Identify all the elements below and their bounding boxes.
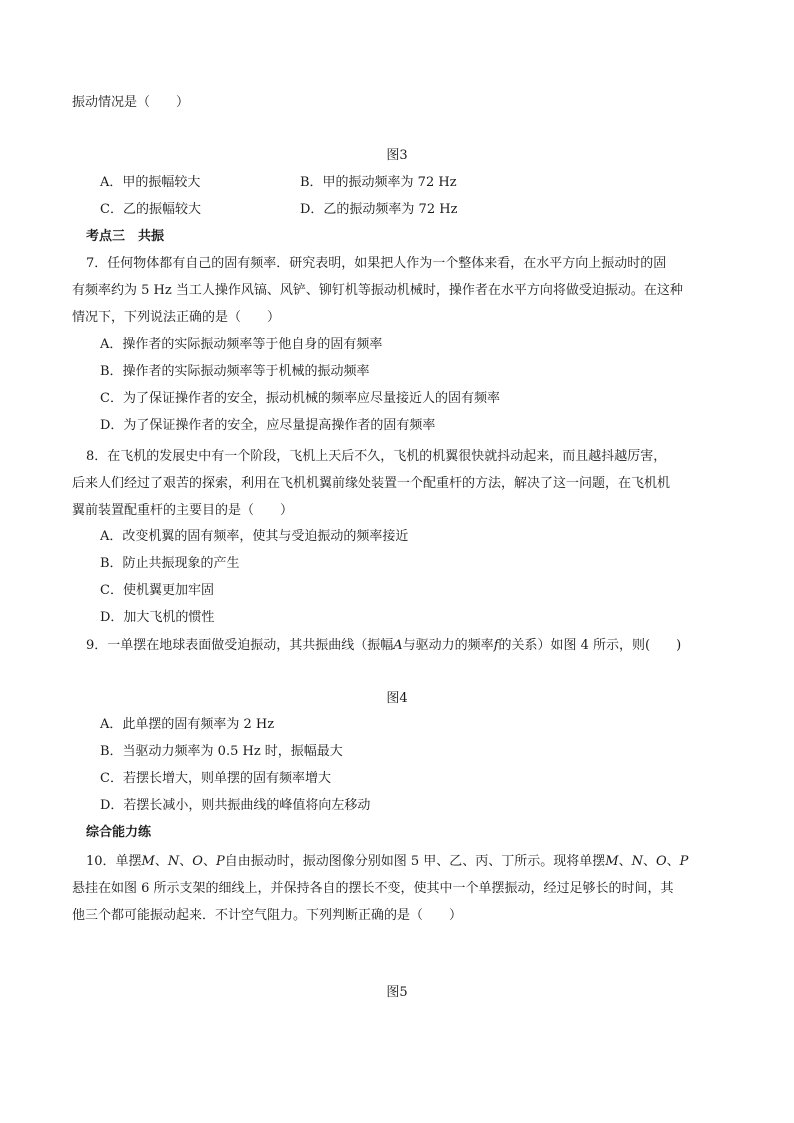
q8-line-3: 翼前装置配重杆的主要目的是（ ） [72,503,294,518]
text-line: 振动情况是（ ） [72,95,190,110]
option-7d: D．为了保证操作者的安全，应尽量提高操作者的固有频率 [100,418,436,433]
var-P: P [215,854,225,869]
var-M: M [141,854,155,869]
option-6b: B．甲的振动频率为 72 Hz [300,175,457,190]
option-7c: C．为了保证操作者的安全，振动机械的频率应尽量接近人的固有频率 [100,391,500,406]
option-8c: C．使机翼更加牢固 [100,583,214,598]
q10-line-3: 他三个都可能振动起来．不计空气阻力。下列判断正确的是（ ） [72,908,463,923]
sep: 、 [618,854,632,869]
q8-line-1: 8．在飞机的发展史中有一个阶段，飞机上天后不久，飞机的机翼很快就抖动起来，而且越抖越厉害， [86,449,667,464]
q8-line-2: 后来人们经过了艰苦的探索，利用在飞机机翼前缘处装置一个配重杆的方法，解决了这一问题，在飞机机 [72,476,671,491]
option-6d: D．乙的振动频率为 72 Hz [300,202,458,217]
var-O: O [192,854,203,869]
q9-var-amplitude: A [393,638,403,653]
figure-caption-3: 图3 [386,148,408,163]
option-9a: A．此单摆的固有频率为 2 Hz [100,717,275,732]
option-8a: A．改变机翼的固有频率，使其与受迫振动的频率接近 [100,529,409,544]
option-9b: B．当驱动力频率为 0.5 Hz 时，振幅最大 [100,744,343,759]
option-7b: B．操作者的实际振动频率等于机械的振动频率 [100,364,370,379]
var-P: P [679,854,689,869]
q10-line-2: 悬挂在如图 6 所示支架的细线上，并保持各自的摆长不变，使其中一个单摆振动，经过足够长的时间，其 [72,881,674,896]
q7-line-2: 有频率约为 5 Hz 当工人操作风镐、风铲、铆钉机等振动机械时，操作者在水平方向将做受迫振动。在这种 [72,283,683,298]
figure-caption-5: 图5 [386,985,408,1000]
sep: 、 [202,854,216,869]
q9-text: 与驱动力的频率 [402,638,494,653]
q10-line-1 [86,853,688,871]
var-N: N [631,854,643,869]
sep: 、 [179,854,193,869]
sep: 、 [642,854,656,869]
section-heading-comprehensive: 综合能力练 [86,825,152,840]
var-M: M [605,854,619,869]
sep: 、 [154,854,168,869]
q10-text: 10．单摆 [86,854,142,869]
q9-line-1 [86,637,681,655]
section-heading-3: 考点三 共振 [86,229,165,244]
var-N: N [167,854,180,869]
option-6c: C．乙的振幅较大 [100,202,201,217]
option-7a: A．操作者的实际振动频率等于他自身的固有频率 [100,337,383,352]
option-9c: C．若摆长增大，则单摆的固有频率增大 [100,771,331,786]
q7-line-1: 7．任何物体都有自己的固有频率．研究表明，如果把人作为一个整体来看，在水平方向上振动时的固 [86,256,667,271]
q9-text: 9．一单摆在地球表面做受迫振动，其共振曲线（振幅 [86,638,394,653]
option-9d: D．若摆长减小，则共振曲线的峰值将向左移动 [100,798,371,813]
option-8d: D．加大飞机的惯性 [100,610,215,625]
figure-caption-4: 图4 [386,691,408,706]
sep: 、 [666,854,680,869]
var-O: O [655,854,667,869]
q9-var-frequency: f [493,638,499,653]
q10-text: 自由振动时，振动图像分别如图 5 甲、乙、丙、丁所示。现将单摆 [224,854,606,869]
option-6a: A．甲的振幅较大 [100,175,201,190]
option-8b: B．防止共振现象的产生 [100,556,240,571]
q7-line-3: 情况下，下列说法正确的是（ ） [72,310,281,325]
q9-text: 的关系）如图 4 所示，则( ) [498,638,682,653]
